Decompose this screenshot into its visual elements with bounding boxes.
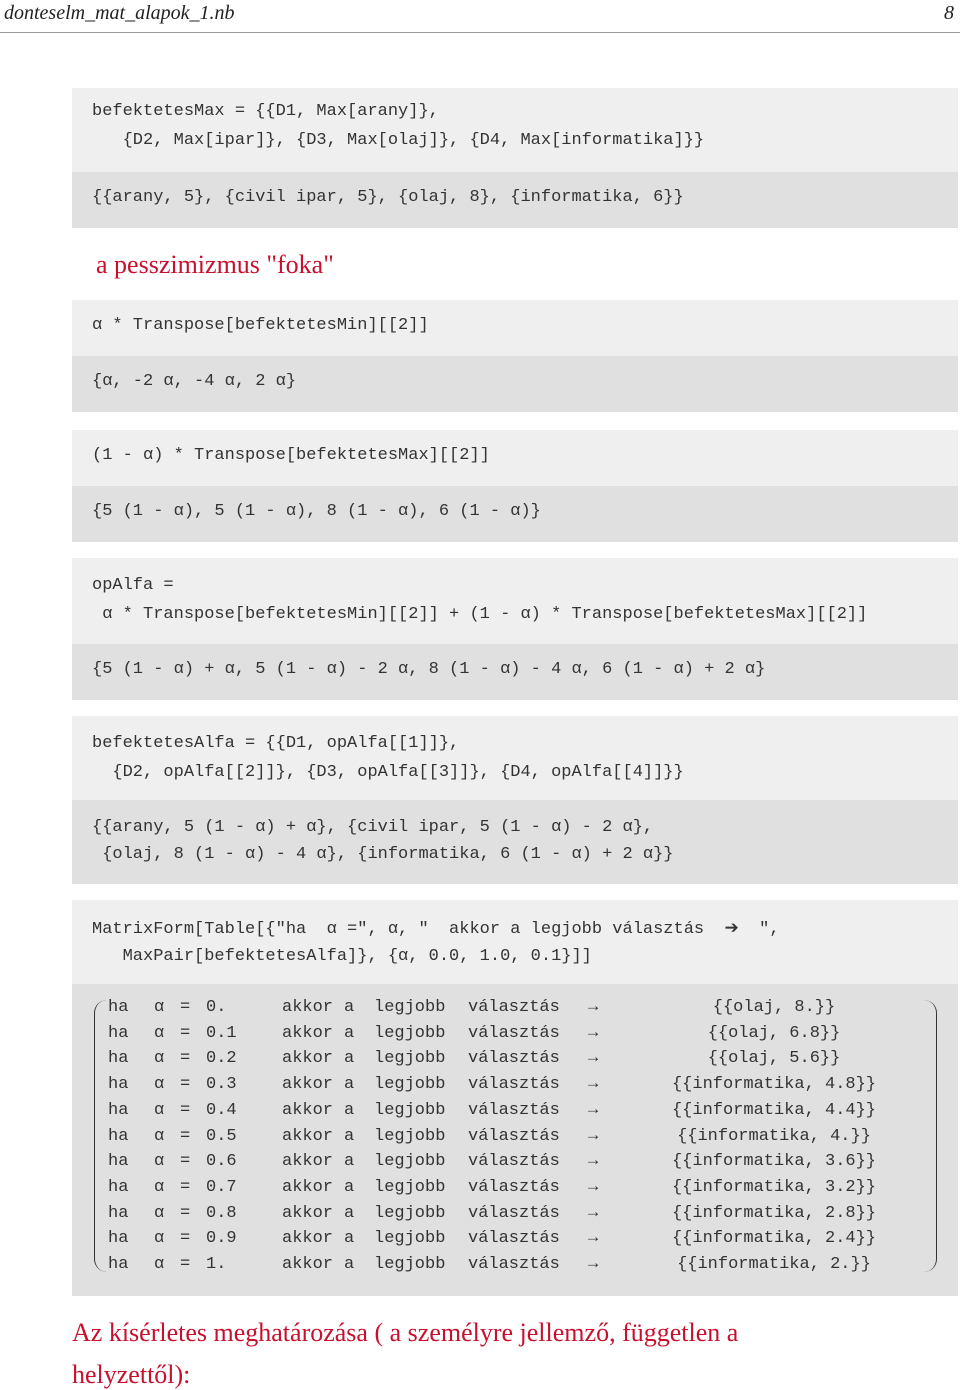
- matrix-cell-alpha: α: [154, 1229, 165, 1249]
- matrix-cell-valasztas: választás: [468, 1229, 560, 1249]
- matrix-cell-legjobb: legjobb: [374, 1203, 446, 1223]
- matrix-cell-a: a: [344, 1049, 355, 1069]
- matrix-cell-akkor: akkor: [282, 1229, 334, 1249]
- matrix-output: [72, 984, 958, 1296]
- matrix-cell-valasztas: választás: [468, 1152, 560, 1172]
- input-cell-matrixform[interactable]: [72, 900, 958, 984]
- matrix-cell-alpha: α: [154, 1152, 165, 1172]
- output-line: {olaj, 8 (1 - α) - 4 α}, {informatika, 6 (1 - α) + 2 α}}: [92, 845, 674, 864]
- matrix-cell-alpha: α: [154, 1255, 165, 1274]
- matrix-cell-akkor: akkor: [282, 1075, 334, 1095]
- matrix-cell-eq: =: [180, 998, 191, 1017]
- matrix-cell-ha: ha: [108, 1126, 129, 1146]
- input-line: MatrixForm[Table[{"ha α =", α, " akkor a legjobb választás ➔ ",: [92, 920, 780, 939]
- matrix-row: [108, 1024, 908, 1048]
- section-heading: a pesszimizmus "foka": [96, 250, 334, 279]
- matrix-cell-akkor: akkor: [282, 1177, 334, 1197]
- matrix-cell-eq: =: [180, 1203, 191, 1223]
- matrix-cell-val: 0.5: [206, 1126, 237, 1146]
- matrix-cell-arrow: →: [588, 1152, 599, 1172]
- matrix-cell-valasztas: választás: [468, 1049, 560, 1069]
- matrix-cell-val: 0.: [206, 998, 227, 1017]
- output-line: {5 (1 - α) + α, 5 (1 - α) - 2 α, 8 (1 - α) - 4 α, 6 (1 - α) + 2 α}: [92, 660, 766, 679]
- matrix-cell-akkor: akkor: [282, 1100, 334, 1120]
- matrix-cell-akkor: akkor: [282, 1023, 334, 1043]
- matrix-cell-legjobb: legjobb: [374, 1229, 446, 1249]
- matrix-cell-a: a: [344, 1203, 355, 1223]
- matrix-cell-ha: ha: [108, 1229, 129, 1249]
- matrix-cell-a: a: [344, 1255, 355, 1274]
- output-line: {{arany, 5}, {civil ipar, 5}, {olaj, 8}, {informatika, 6}}: [92, 188, 684, 207]
- matrix-cell-ha: ha: [108, 1152, 129, 1172]
- matrix-cell-eq: =: [180, 1100, 191, 1120]
- matrix-row: [108, 1178, 908, 1202]
- matrix-cell-result: {{informatika, 4.}}: [677, 1126, 871, 1146]
- output-cell-befektetesalfa: [72, 800, 958, 884]
- matrix-cell-arrow: →: [588, 1177, 599, 1197]
- matrix-cell-alpha: α: [154, 1126, 165, 1146]
- matrix-row: [108, 1075, 908, 1099]
- matrix-cell-valasztas: választás: [468, 1126, 560, 1146]
- matrix-cell-a: a: [344, 1100, 355, 1120]
- matrix-cell-ha: ha: [108, 1100, 129, 1120]
- matrix-cell-arrow: →: [588, 1255, 599, 1274]
- matrix-cell-result: {{olaj, 8.}}: [712, 998, 836, 1017]
- matrix-cell-result: {{informatika, 3.6}}: [671, 1152, 877, 1172]
- matrix-cell-result: {{informatika, 2.8}}: [671, 1203, 877, 1223]
- matrix-cell-legjobb: legjobb: [374, 998, 446, 1017]
- matrix-cell-valasztas: választás: [468, 1075, 560, 1095]
- footer-text-line-2: helyzettől):: [72, 1360, 191, 1389]
- output-line: {α, -2 α, -4 α, 2 α}: [92, 372, 297, 391]
- matrix-cell-val: 1.: [206, 1255, 227, 1274]
- matrix-cell-val: 0.8: [206, 1203, 237, 1223]
- matrix-cell-arrow: →: [588, 1229, 599, 1249]
- matrix-row: [108, 1229, 908, 1253]
- matrix-cell-val: 0.9: [206, 1229, 237, 1249]
- matrix-row: [108, 1255, 908, 1279]
- matrix-cell-val: 0.2: [206, 1049, 237, 1069]
- matrix-cell-arrow: →: [588, 1203, 599, 1223]
- matrix-cell-eq: =: [180, 1229, 191, 1249]
- output-cell-one-minus-alpha-max: [72, 486, 958, 542]
- matrix-cell-ha: ha: [108, 1049, 129, 1069]
- matrix-cell-eq: =: [180, 1126, 191, 1146]
- matrix-cell-alpha: α: [154, 1023, 165, 1043]
- input-line: α * Transpose[befektetesMin][[2]]: [92, 316, 429, 335]
- input-cell-opalfa[interactable]: [72, 558, 958, 644]
- matrix-cell-akkor: akkor: [282, 1126, 334, 1146]
- matrix-cell-akkor: akkor: [282, 1049, 334, 1069]
- matrix-row: [108, 998, 908, 1022]
- matrix-cell-result: {{informatika, 2.}}: [677, 1255, 871, 1274]
- matrix-cell-a: a: [344, 1023, 355, 1043]
- input-line: befektetesMax = {{D1, Max[arany]},: [92, 102, 439, 121]
- notebook-filename: donteselm_mat_alapok_1.nb: [4, 2, 235, 24]
- matrix-cell-alpha: α: [154, 1177, 165, 1197]
- matrix-cell-ha: ha: [108, 1023, 129, 1043]
- matrix-cell-valasztas: választás: [468, 1100, 560, 1120]
- matrix-cell-akkor: akkor: [282, 998, 334, 1017]
- input-line: {D2, Max[ipar]}, {D3, Max[olaj]}, {D4, Max[informatika]}}: [92, 131, 705, 150]
- matrix-cell-legjobb: legjobb: [374, 1049, 446, 1069]
- matrix-cell-eq: =: [180, 1023, 191, 1043]
- output-line: {5 (1 - α), 5 (1 - α), 8 (1 - α), 6 (1 - α)}: [92, 502, 541, 521]
- matrix-row: [108, 1152, 908, 1176]
- matrix-cell-val: 0.6: [206, 1152, 237, 1172]
- footer-text-line-1: Az kísérletes meghatározása ( a személyre jellemző, független a: [72, 1318, 739, 1347]
- matrix-cell-valasztas: választás: [468, 1203, 560, 1223]
- input-cell-one-minus-alpha-max[interactable]: [72, 430, 958, 486]
- matrix-cell-eq: =: [180, 1152, 191, 1172]
- matrix-cell-akkor: akkor: [282, 1203, 334, 1223]
- input-line: (1 - α) * Transpose[befektetesMax][[2]]: [92, 446, 490, 465]
- input-line: MaxPair[befektetesAlfa]}, {α, 0.0, 1.0, 0.1}]]: [92, 947, 592, 966]
- matrix-cell-a: a: [344, 998, 355, 1017]
- matrix-cell-legjobb: legjobb: [374, 1023, 446, 1043]
- matrix-cell-arrow: →: [588, 1023, 599, 1043]
- matrix-cell-a: a: [344, 1152, 355, 1172]
- matrix-cell-val: 0.3: [206, 1075, 237, 1095]
- matrix-cell-eq: =: [180, 1075, 191, 1095]
- matrix-cell-result: {{informatika, 3.2}}: [671, 1177, 877, 1197]
- matrix-cell-result: {{informatika, 4.8}}: [671, 1075, 877, 1095]
- right-parenthesis: [924, 1000, 937, 1272]
- matrix-cell-ha: ha: [108, 1177, 129, 1197]
- matrix-cell-alpha: α: [154, 1049, 165, 1069]
- output-cell-befektetesmax: [72, 172, 958, 228]
- matrix-cell-ha: ha: [108, 998, 129, 1017]
- matrix-cell-valasztas: választás: [468, 998, 560, 1017]
- input-line: {D2, opAlfa[[2]]}, {D3, opAlfa[[3]]}, {D4, opAlfa[[4]]}}: [92, 763, 684, 782]
- header-divider: [0, 32, 960, 33]
- matrix-cell-ha: ha: [108, 1075, 129, 1095]
- matrix-cell-arrow: →: [588, 998, 599, 1017]
- matrix-cell-legjobb: legjobb: [374, 1075, 446, 1095]
- matrix-cell-alpha: α: [154, 1075, 165, 1095]
- input-line: opAlfa =: [92, 576, 174, 595]
- matrix-cell-a: a: [344, 1075, 355, 1095]
- matrix-cell-result: {{informatika, 4.4}}: [671, 1100, 877, 1120]
- matrix-cell-akkor: akkor: [282, 1255, 334, 1274]
- matrix-cell-valasztas: választás: [468, 1177, 560, 1197]
- matrix-cell-alpha: α: [154, 1203, 165, 1223]
- matrix-cell-result: {{informatika, 2.4}}: [671, 1229, 877, 1249]
- matrix-cell-eq: =: [180, 1177, 191, 1197]
- output-line: {{arany, 5 (1 - α) + α}, {civil ipar, 5 (1 - α) - 2 α},: [92, 818, 654, 837]
- matrix-cell-a: a: [344, 1126, 355, 1146]
- matrix-row: [108, 1049, 908, 1073]
- matrix-cell-valasztas: választás: [468, 1023, 560, 1043]
- output-cell-opalfa: [72, 644, 958, 700]
- page-header: [0, 0, 960, 34]
- matrix-cell-valasztas: választás: [468, 1255, 560, 1274]
- left-parenthesis: [94, 1000, 107, 1272]
- input-line: befektetesAlfa = {{D1, opAlfa[[1]]},: [92, 734, 460, 753]
- matrix-cell-arrow: →: [588, 1049, 599, 1069]
- input-cell-alpha-min[interactable]: [72, 300, 958, 356]
- matrix-cell-val: 0.1: [206, 1023, 237, 1043]
- matrix-cell-eq: =: [180, 1049, 191, 1069]
- matrix-cell-val: 0.7: [206, 1177, 237, 1197]
- matrix-cell-val: 0.4: [206, 1100, 237, 1120]
- matrix-cell-legjobb: legjobb: [374, 1255, 446, 1274]
- matrix-cell-alpha: α: [154, 1100, 165, 1120]
- matrix-cell-alpha: α: [154, 998, 165, 1017]
- input-cell-befektetesmax[interactable]: [72, 88, 958, 172]
- matrix-cell-arrow: →: [588, 1075, 599, 1095]
- matrix-cell-ha: ha: [108, 1255, 129, 1274]
- matrix-row: [108, 1204, 908, 1228]
- matrix-cell-legjobb: legjobb: [374, 1152, 446, 1172]
- matrix-cell-legjobb: legjobb: [374, 1177, 446, 1197]
- matrix-row: [108, 1101, 908, 1125]
- input-line: α * Transpose[befektetesMin][[2]] + (1 - α) * Transpose[befektetesMax][[2]]: [92, 605, 868, 624]
- matrix-cell-eq: =: [180, 1255, 191, 1274]
- input-cell-befektetesalfa[interactable]: [72, 716, 958, 800]
- matrix-cell-a: a: [344, 1229, 355, 1249]
- matrix-cell-a: a: [344, 1177, 355, 1197]
- matrix-cell-result: {{olaj, 5.6}}: [707, 1049, 841, 1069]
- matrix-cell-legjobb: legjobb: [374, 1100, 446, 1120]
- matrix-cell-ha: ha: [108, 1203, 129, 1223]
- matrix-cell-akkor: akkor: [282, 1152, 334, 1172]
- matrix-cell-arrow: →: [588, 1100, 599, 1120]
- page-number: 8: [944, 2, 954, 24]
- matrix-cell-arrow: →: [588, 1126, 599, 1146]
- matrix-cell-result: {{olaj, 6.8}}: [707, 1023, 841, 1043]
- matrix-row: [108, 1127, 908, 1151]
- output-cell-alpha-min: [72, 356, 958, 412]
- matrix-cell-legjobb: legjobb: [374, 1126, 446, 1146]
